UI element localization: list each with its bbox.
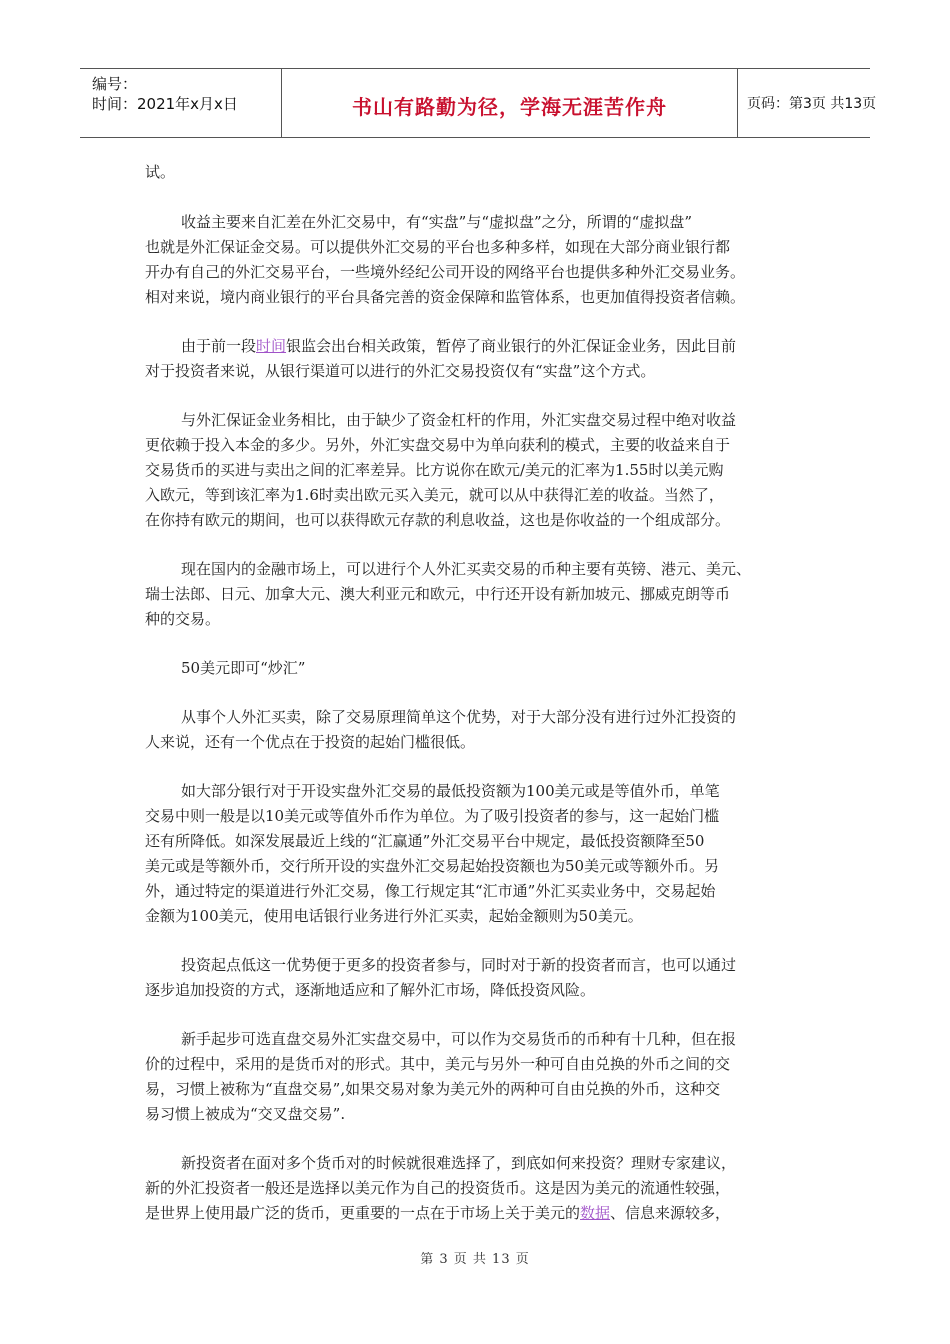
text-line: 相对来说，境内商业银行的平台具备完善的资金保障和监管体系，也更加值得投资者信赖。	[145, 288, 746, 306]
text-segment: 是世界上使用最广泛的货币，更重要的一点在于市场上关于美元的	[145, 1204, 581, 1222]
paragraph-first-line: 新投资者在面对多个货币对的时候就很难选择了，到底如何来投资？理财专家建议，	[181, 1154, 737, 1172]
paragraph-first-line: 收益主要来自汇差在外汇交易中，有“实盘”与“虚拟盘”之分，所谓的“虚拟盘”	[181, 213, 693, 231]
page-header	[80, 68, 877, 138]
text-line: 更依赖于投入本金的多少。另外，外汇实盘交易中为单向获利的模式，主要的收益来自于	[145, 436, 731, 454]
text-line: 易习惯上被成为“交叉盘交易”.	[145, 1105, 346, 1123]
text-line: 入欧元，等到该汇率为1.6时卖出欧元买入美元，就可以从中获得汇差的收益。当然了，	[145, 486, 724, 504]
text-line: 对于投资者来说，从银行渠道可以进行的外汇交易投资仅有“实盘”这个方式。	[145, 362, 656, 380]
text-line: 美元或是等额外币，交行所开设的实盘外汇交易起始投资额也为50美元或等额外币。另	[145, 857, 720, 875]
paragraph-first-line: 投资起点低这一优势便于更多的投资者参与，同时对于新的投资者而言，也可以通过	[181, 956, 737, 974]
paragraph-first-line	[181, 336, 736, 356]
text-line: 试。	[145, 163, 176, 181]
section-heading: 50美元即可“炒汇”	[181, 659, 306, 677]
text-line: 开办有自己的外汇交易平台，一些境外经纪公司开设的网络平台也提供多种外汇交易业务。	[145, 263, 746, 281]
header-motto-cell	[281, 69, 738, 137]
header-page-cell	[737, 69, 877, 137]
text-line: 价的过程中，采用的是货币对的形式。其中，美元与另外一种可自由兑换的外币之间的交	[145, 1055, 731, 1073]
paragraph-first-line: 新手起步可选直盘交易外汇实盘交易中，可以作为交易货币的币种有十几种，但在报	[181, 1030, 737, 1048]
text-line: 金额为100美元，使用电话银行业务进行外汇买卖，起始金额则为50美元。	[145, 907, 643, 925]
text-line: 交易货币的买进与卖出之间的汇率差异。比方说你在欧元/美元的汇率为1.55时以美元购	[145, 461, 724, 479]
text-segment: 由于前一段	[181, 337, 257, 355]
page-footer: 第 3 页 共 13 页	[420, 1252, 530, 1267]
time-link[interactable]: 时间	[256, 337, 287, 355]
text-line	[145, 1203, 730, 1223]
text-line: 还有所降低。如深发展最近上线的“汇赢通”外汇交易平台中规定，最低投资额降至50	[145, 832, 705, 850]
paragraph-first-line: 现在国内的金融市场上，可以进行个人外汇买卖交易的币种主要有英镑、港元、美元、	[181, 560, 752, 578]
data-link[interactable]: 数据	[580, 1204, 611, 1222]
header-meta-cell	[80, 69, 280, 137]
text-line: 逐步追加投资的方式，逐渐地适应和了解外汇市场，降低投资风险。	[145, 981, 596, 999]
paragraph-first-line: 从事个人外汇买卖，除了交易原理简单这个优势，对于大部分没有进行过外汇投资的	[181, 708, 737, 726]
text-line: 易，习惯上被称为“直盘交易”,如果交易对象为美元外的两种可自由兑换的外币，这种交	[145, 1080, 721, 1098]
text-line: 人来说，还有一个优点在于投资的起始门槛很低。	[145, 733, 476, 751]
text-segment: 、信息来源较多，	[610, 1204, 731, 1222]
text-line: 交易中则一般是以10美元或等值外币作为单位。为了吸引投资者的参与，这一起始门槛	[145, 807, 720, 825]
text-line: 种的交易。	[145, 610, 221, 628]
text-line: 在你持有欧元的期间，也可以获得欧元存款的利息收益，这也是你收益的一个组成部分。	[145, 511, 731, 529]
paragraph-first-line: 如大部分银行对于开设实盘外汇交易的最低投资额为100美元或是等值外币，单笔	[181, 782, 720, 800]
text-line: 新的外汇投资者一般还是选择以美元作为自己的投资货币。这是因为美元的流通性较强，	[145, 1179, 731, 1197]
text-line: 瑞士法郎、日元、加拿大元、澳大利亚元和欧元，中行还开设有新加坡元、挪威克朗等币	[145, 585, 731, 603]
text-line: 也就是外汇保证金交易。可以提供外汇交易的平台也多种多样，如现在大部分商业银行都	[145, 238, 731, 256]
header-motto: 书山有路勤为径，学海无涯苦作舟	[352, 95, 667, 119]
text-line: 外，通过特定的渠道进行外汇交易，像工行规定其“汇市通”外汇买卖业务中，交易起始	[145, 882, 716, 900]
header-page-info: 页码：第3页 共13页	[747, 96, 877, 112]
paragraph-first-line: 与外汇保证金业务相比，由于缺少了资金杠杆的作用，外汇实盘交易过程中绝对收益	[181, 411, 737, 429]
text-segment: 银监会出台相关政策，暂停了商业银行的外汇保证金业务，因此目前	[286, 337, 737, 355]
document-number-label: 编号：	[92, 75, 138, 93]
document-time-label: 时间：2021年x月x日	[92, 95, 238, 113]
